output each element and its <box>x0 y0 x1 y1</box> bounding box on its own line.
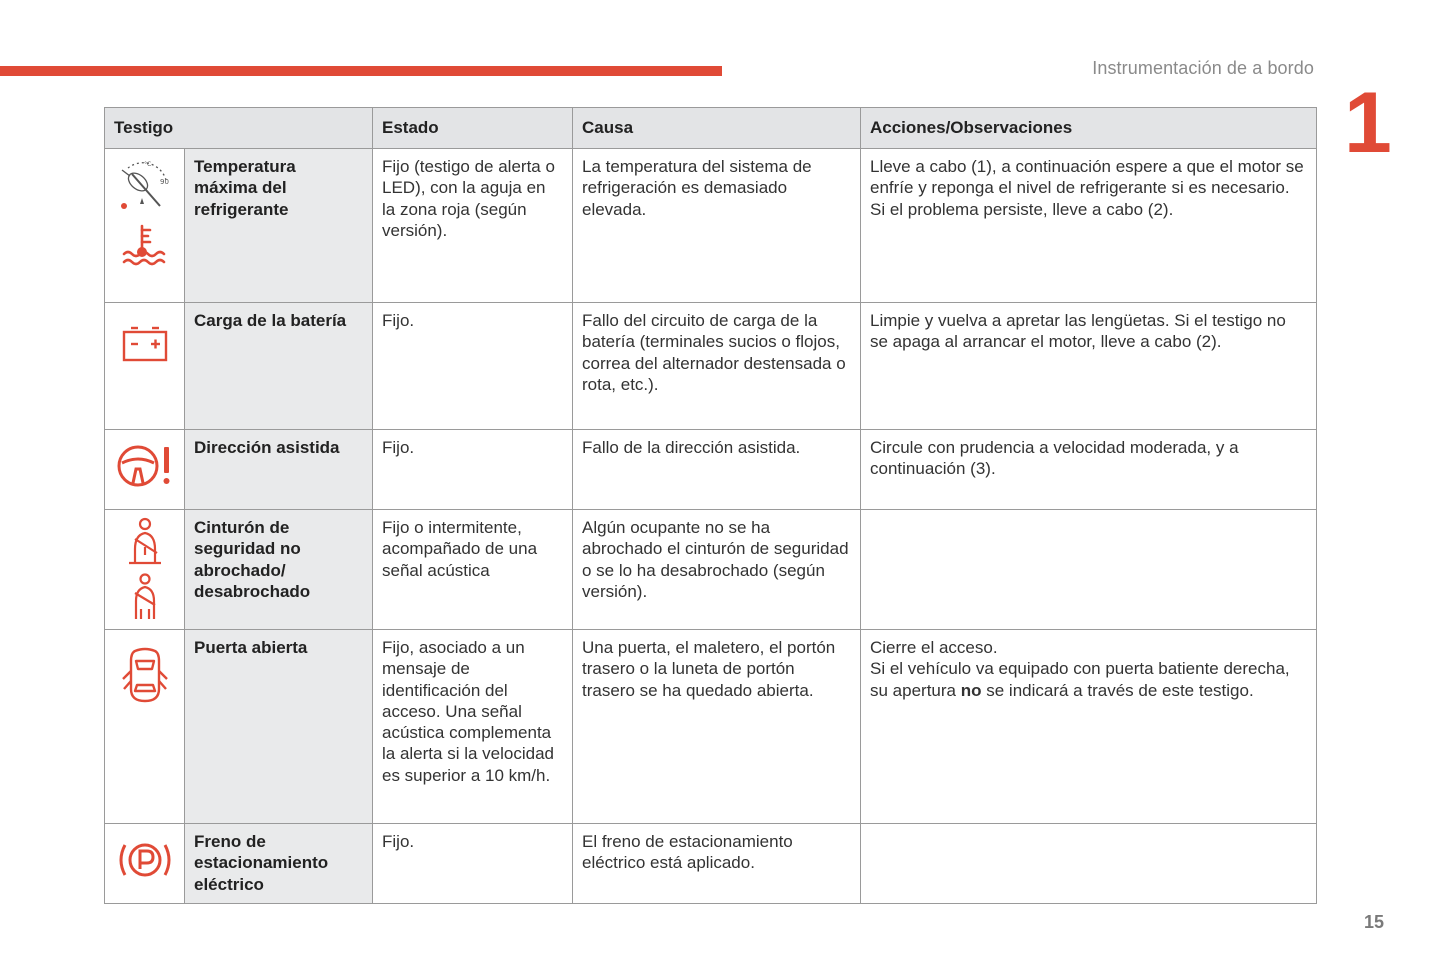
table-row <box>105 430 1317 510</box>
coolant-gauge-icon <box>114 156 176 218</box>
seatbelt-rear-icon <box>125 573 165 621</box>
causa-cell: La temperatura del sistema de refrigeración es demasiado elevada. <box>573 149 861 303</box>
warning-name: Dirección asistida <box>185 430 373 510</box>
acciones-cell: Circule con prudencia a velocidad moderada, y a continuación (3). <box>861 430 1317 510</box>
battery-icon <box>120 322 170 366</box>
acciones-note-text: Si el vehículo va equipado con puerta batiente derecha, su apertura <box>870 659 1290 700</box>
power-steering-icon <box>114 441 176 491</box>
estado-cell: Fijo. <box>373 303 573 430</box>
estado-cell: Fijo. <box>373 430 573 510</box>
table-row <box>105 510 1317 630</box>
icon-cell <box>105 824 185 904</box>
acciones-line: Cierre el acceso. <box>870 638 998 657</box>
header-accent-bar <box>0 66 722 76</box>
warning-name: Puerta abierta <box>185 630 373 824</box>
column-header-testigo: Testigo <box>105 108 373 149</box>
causa-cell: El freno de estacionamiento eléctrico está aplicado. <box>573 824 861 904</box>
acciones-note-emphasis: no <box>960 680 982 700</box>
table-header-row <box>105 108 1317 149</box>
column-header-causa: Causa <box>573 108 861 149</box>
causa-cell: Algún ocupante no se ha abrochado el cinturón de seguridad o se lo ha desabrochado (según versión). <box>573 510 861 630</box>
acciones-cell: Lleve a cabo (1), a continuación espere a que el motor se enfríe y reponga el nivel de refrigerante si es necesario. Si el problema persiste, lleve a cabo (2). <box>861 149 1317 303</box>
causa-cell: Una puerta, el maletero, el portón trasero o la luneta de portón trasero se ha quedado abierta. <box>573 630 861 824</box>
icon-cell <box>105 630 185 824</box>
acciones-cell <box>861 630 1317 824</box>
svg-text:°C: °C <box>144 161 152 168</box>
warning-name: Cinturón de seguridad no abrochado/ desabrochado <box>185 510 373 630</box>
icon-cell <box>105 430 185 510</box>
column-header-estado: Estado <box>373 108 573 149</box>
acciones-cell <box>861 824 1317 904</box>
table-row <box>105 824 1317 904</box>
page-number: 15 <box>1364 912 1385 932</box>
acciones-cell: Limpie y vuelva a apretar las lengüetas. Si el testigo no se apaga al arrancar el motor, lleve a cabo (2). <box>861 303 1317 430</box>
table-row <box>105 149 1317 303</box>
warning-name: Carga de la batería <box>185 303 373 430</box>
section-title: Instrumentación de a bordo <box>1092 58 1314 78</box>
estado-cell: Fijo (testigo de alerta o LED), con la aguja en la zona roja (según versión). <box>373 149 573 303</box>
chapter-number: 1 <box>1344 75 1392 171</box>
column-header-acciones: Acciones/Observaciones <box>861 108 1317 149</box>
warning-name: Freno de estacionamiento eléctrico <box>185 824 373 904</box>
door-open-icon <box>121 645 169 705</box>
causa-cell: Fallo del circuito de carga de la batería (terminales sucios o flojos, correa del alternador destensada o rota, etc.). <box>573 303 861 430</box>
coolant-temperature-icon <box>120 222 170 272</box>
parking-brake-icon <box>115 835 175 885</box>
icon-cell <box>105 149 185 303</box>
estado-cell: Fijo, asociado a un mensaje de identificación del acceso. Una señal acústica complementa la alerta si la velocidad es superior a 10 km/h. <box>373 630 573 824</box>
estado-cell: Fijo o intermitente, acompañado de una señal acústica <box>373 510 573 630</box>
estado-cell: Fijo. <box>373 824 573 904</box>
causa-cell: Fallo de la dirección asistida. <box>573 430 861 510</box>
acciones-cell <box>861 510 1317 630</box>
acciones-note <box>870 658 1307 701</box>
table-row <box>105 303 1317 430</box>
seatbelt-front-icon <box>123 517 167 567</box>
warning-name: Temperatura máxima del refrigerante <box>185 149 373 303</box>
icon-cell <box>105 303 185 430</box>
warning-lights-table <box>104 107 1317 904</box>
icon-cell <box>105 510 185 630</box>
table-row <box>105 630 1317 824</box>
acciones-note-text-end: se indicará a través de este testigo. <box>981 680 1254 700</box>
svg-text:90: 90 <box>160 178 169 186</box>
